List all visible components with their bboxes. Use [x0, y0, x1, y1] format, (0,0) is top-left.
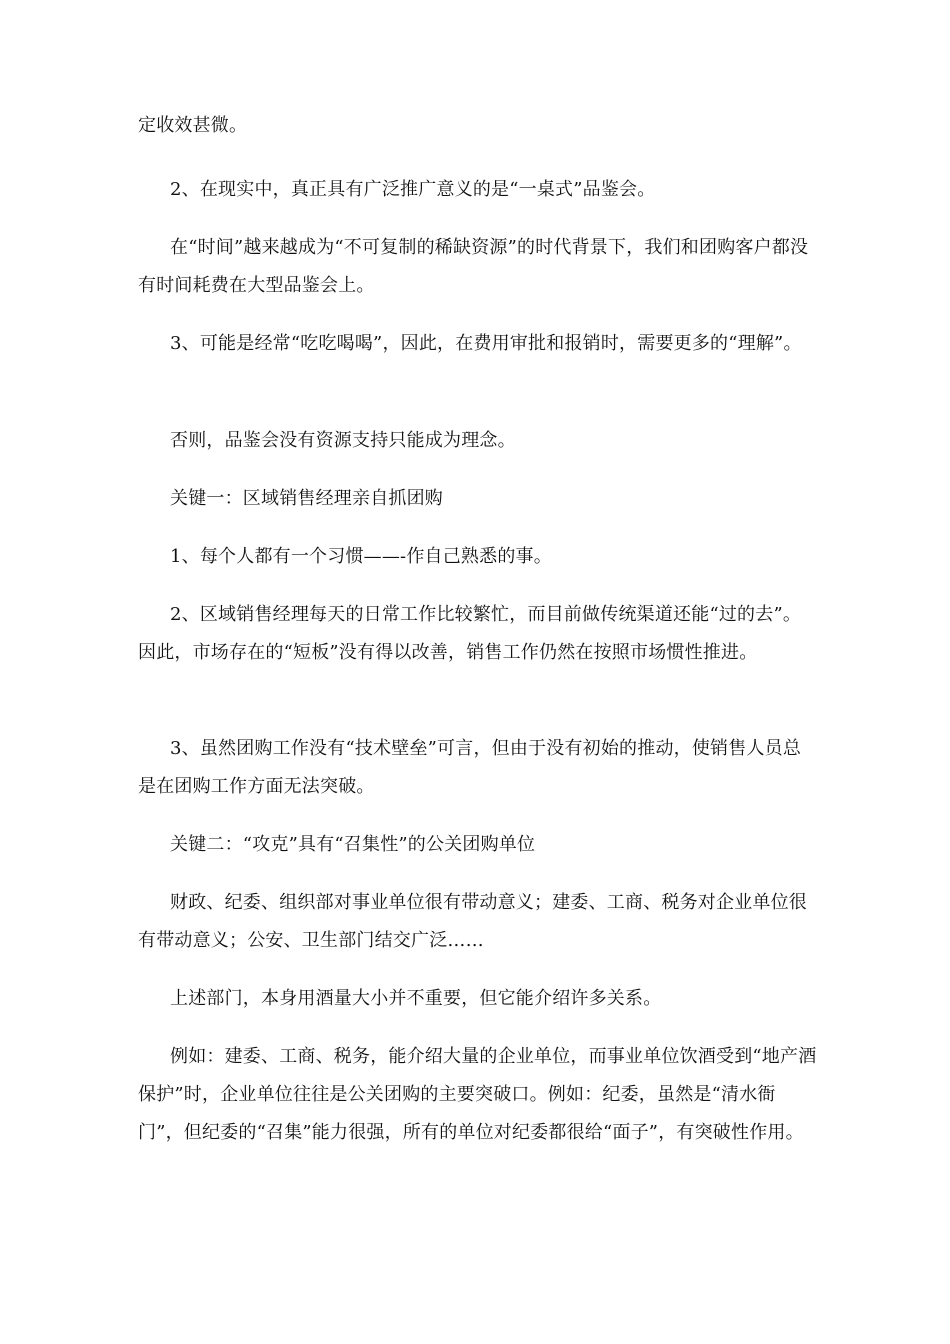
paragraph-introduce-relations: 上述部门，本身用酒量大小并不重要，但它能介绍许多关系。	[170, 988, 662, 1009]
paragraph-departments: 财政、纪委、组织部对事业单位很有带动意义；建委、工商、税务对企业单位很有带动意义；公安、卫生部门结交广泛……	[138, 892, 807, 951]
paragraph-otherwise: 否则，品鉴会没有资源支持只能成为理念。	[170, 430, 516, 451]
section-heading-key-one: 关键一：区域销售经理亲自抓团购	[170, 488, 443, 509]
paragraph-no-barrier: 3、虽然团购工作没有“技术壁垒”可言，但由于没有初始的推动，使销售人员总是在团购工作方面无法突破。	[138, 738, 802, 797]
paragraph-point-2-tasting: 2、在现实中，真正具有广泛推广意义的是“一桌式”品鉴会。	[170, 179, 656, 200]
paragraph-continuation: 定收效甚微。	[138, 115, 248, 136]
paragraph-examples: 例如：建委、工商、税务，能介绍大量的企业单位，而事业单位饮酒受到“地产酒保护”时，企业单位往往是公关团购的主要突破口。例如：纪委，虽然是“清水衙门”，但纪委的“召集”能力很强，所有的单位对纪委都很给“面子”，有突破性作用。	[138, 1046, 817, 1143]
paragraph-point-3-expenses: 3、可能是经常“吃吃喝喝”，因此，在费用审批和报销时，需要更多的“理解”。	[170, 333, 802, 354]
paragraph-manager-busy: 2、区域销售经理每天的日常工作比较繁忙，而目前做传统渠道还能“过的去”。因此，市场存在的“短板”没有得以改善，销售工作仍然在按照市场惯性推进。	[138, 604, 802, 663]
paragraph-time-resource: 在“时间”越来越成为“不可复制的稀缺资源”的时代背景下，我们和团购客户都没有时间耗费在大型品鉴会上。	[138, 237, 809, 296]
paragraph-habit: 1、每个人都有一个习惯——-作自己熟悉的事。	[170, 546, 552, 567]
section-heading-key-two: 关键二：“攻克”具有“召集性”的公关团购单位	[170, 834, 536, 855]
